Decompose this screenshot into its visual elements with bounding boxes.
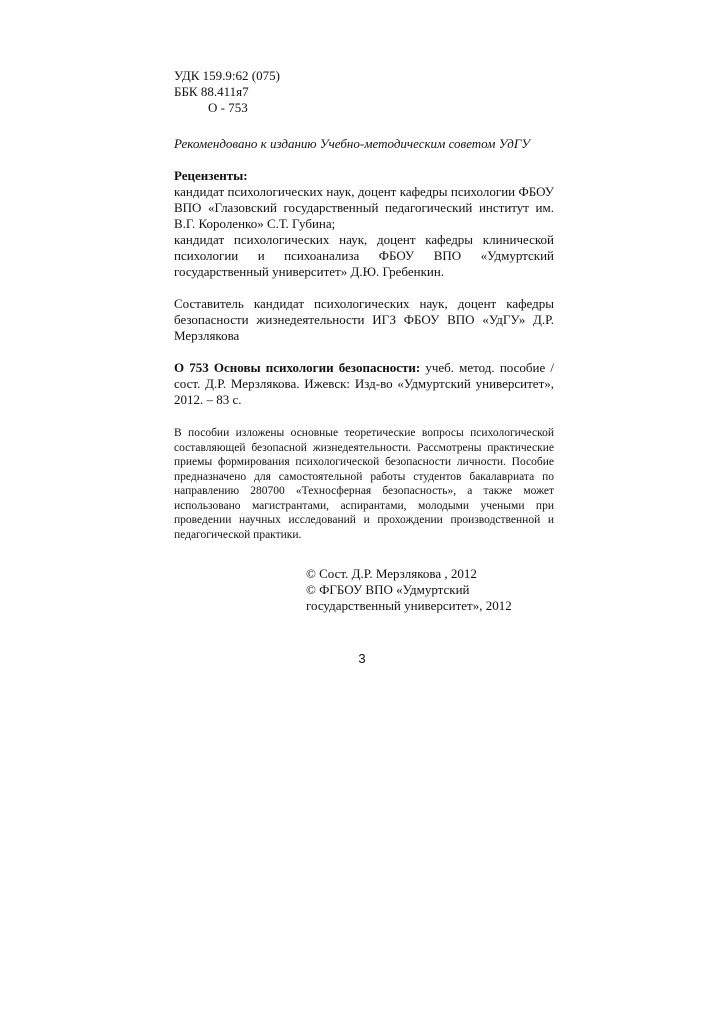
- recommendation-note: Рекомендовано к изданию Учебно-методическим советом УдГУ: [174, 136, 531, 151]
- copyright-line: © Сост. Д.Р. Мерзлякова , 2012: [306, 566, 477, 581]
- abstract: В пособии изложены основные теоретические вопросы психологической составляющей безопасной жизнедеятельности. Рассмотрены практические приемы формирования психологической безопасности личности. Пособие предназначено для самостоятельной работы студентов бакалавриата по направлению 280700 «Техносферная безопасность», а также может использовано магистрантами, аспирантами, молодыми учеными при проведении научных исследований и прохождении производственной и педагогической практики.: [174, 427, 554, 541]
- compiler-info: Составитель кандидат психологических наук, доцент кафедры безопасности жизнедеятельности ИГЗ ФБОУ ВПО «УдГУ» Д.Р. Мерзлякова: [174, 296, 554, 343]
- udk-line: УДК 159.9:62 (075): [174, 68, 280, 83]
- copyright-block: [306, 566, 554, 614]
- copyright-line: © ФГБОУ ВПО «Удмуртский: [306, 582, 470, 597]
- page-number: 3: [358, 651, 366, 666]
- reviewer-second: кандидат психологических наук, доцент кафедры клинической психологии и психоанализа ФБОУ ВПО «Удмуртский государственный университет» Д.Ю. Гребенкин.: [174, 232, 554, 279]
- bbk-line: ББК 88.411я7: [174, 84, 249, 99]
- bibliographic-title: О 753 Основы психологии безопасности:: [174, 360, 421, 375]
- bibliographic-details: учеб. метод. пособие / сост. Д.Р. Мерзлякова. Ижевск: Изд-во «Удмуртский университет», 2012. – 83 с.: [174, 360, 554, 407]
- classification-block: [174, 68, 554, 116]
- bibliographic-record: [174, 360, 554, 408]
- copyright-line: государственный университет», 2012: [306, 598, 512, 613]
- reviewers-heading: Рецензенты:: [174, 168, 248, 183]
- page-content: [174, 68, 554, 614]
- author-code-line: О - 753: [208, 100, 248, 115]
- reviewer-first: кандидат психологических наук, доцент кафедры психологии ФБОУ ВПО «Глазовский государственный педагогический институт им. В.Г. Короленко» С.Т. Губина;: [174, 184, 554, 231]
